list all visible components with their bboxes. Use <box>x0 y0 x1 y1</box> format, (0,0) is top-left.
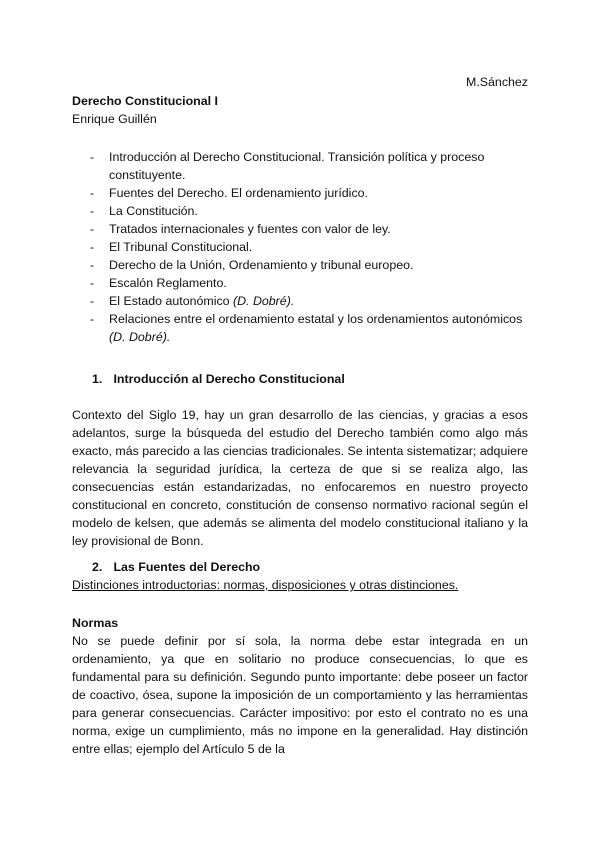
section-1-heading <box>92 370 345 388</box>
toc-item-text: Escalón Reglamento. <box>109 276 227 290</box>
document-title: Derecho Constitucional I <box>72 94 218 108</box>
toc-dash: - <box>90 222 95 236</box>
toc-dash: - <box>90 294 95 308</box>
section-number: 1. <box>92 372 103 386</box>
toc-item <box>72 292 528 310</box>
toc-item-text: El Estado autonómico <box>109 294 233 308</box>
toc-item <box>72 220 528 238</box>
toc-item-text: Fuentes del Derecho. El ordenamiento jurídico. <box>109 186 368 200</box>
section-2-subtitle: Distinciones introductorias: normas, disposiciones y otras distinciones. <box>72 578 459 592</box>
toc-item-text: La Constitución. <box>109 204 198 218</box>
normas-heading: Normas <box>72 616 119 630</box>
toc-item-text: Tratados internacionales y fuentes con valor de ley. <box>109 222 391 236</box>
toc-item <box>72 256 528 274</box>
toc-item <box>72 310 528 346</box>
toc-dash: - <box>90 276 95 290</box>
toc-item <box>72 148 528 184</box>
toc-item-note: (D. Dobré). <box>109 330 171 344</box>
toc-item-text: Derecho de la Unión, Ordenamiento y tribunal europeo. <box>109 258 414 272</box>
normas-paragraph: No se puede definir por sí sola, la norma debe estar integrada en un ordenamiento, ya que en solitario no produce consecuencias, lo que es fundamental para su definición. Segundo punto importante: debe poseer un factor de coactivo, ósea, supone la imposición de un comportamiento y las herramientas para generar consecuencias. Carácter impositivo: por esto el contrato no es una norma, exige un cumplimiento, más no impone en la generalidad. Hay distinción entre ellas; ejemplo del Artículo 5 de la <box>72 634 528 756</box>
toc-dash: - <box>90 312 95 326</box>
toc-item <box>72 238 528 256</box>
toc-item <box>72 202 528 220</box>
toc-item-text: El Tribunal Constitucional. <box>109 240 253 254</box>
section-title: Introducción al Derecho Constitucional <box>113 372 345 386</box>
toc-dash: - <box>90 258 95 272</box>
toc-dash: - <box>90 186 95 200</box>
toc-dash: - <box>90 150 95 164</box>
toc-item-text: Introducción al Derecho Constitucional. Transición política y proceso constituyente. <box>109 150 485 182</box>
section-title: Las Fuentes del Derecho <box>113 560 261 574</box>
toc-item-note: (D. Dobré). <box>232 294 295 308</box>
section-2-heading <box>92 558 260 576</box>
table-of-contents <box>72 148 528 346</box>
section-number: 2. <box>92 560 103 574</box>
toc-item-text: Relaciones entre el ordenamiento estatal y los ordenamientos autonómicos <box>109 312 523 326</box>
professor-name: Enrique Guillén <box>72 112 157 126</box>
toc-dash: - <box>90 240 95 254</box>
section-1-paragraph: Contexto del Siglo 19, hay un gran desarrollo de las ciencias, y gracias a esos adelantos, surge la búsqueda del estudio del Derecho también como algo más exacto, más parecido a las ciencias tradicionales. Se intenta sistematizar; adquiere relevancia la seguridad jurídica, la certeza de que si se realiza algo, las consecuencias están estandarizadas, no enfocaremos en nuestro proyecto constitucional en concreto, constitución de consenso normativo racional según el modelo de kelsen, que además se alimenta del modelo constitucional italiano y la ley provisional de Bonn. <box>72 408 528 548</box>
toc-item <box>72 274 528 292</box>
toc-item <box>72 184 528 202</box>
toc-dash: - <box>90 204 95 218</box>
author-initials: M.Sánchez <box>466 75 528 89</box>
